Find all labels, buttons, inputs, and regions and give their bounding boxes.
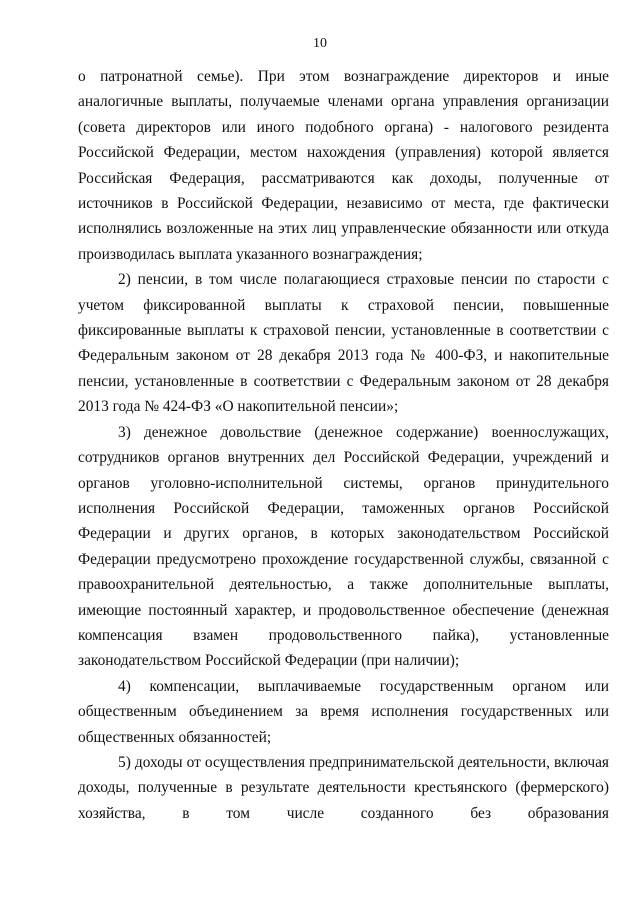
- paragraph-item-4-compensations: 4) компенсации, выплачиваемые государственным органом или общественным объединением за время исполнения государственных или общественных обязанностей;: [78, 677, 609, 746]
- paragraph-item-5-business-income: 5) доходы от осуществления предпринимательской деятельности, включая доходы, полученные в результате деятельности крестьянского (фермерского) хозяйства, в том числе созданного без образования: [78, 753, 609, 822]
- document-body: [78, 64, 609, 826]
- paragraph-item-2-pensions: 2) пенсии, в том числе полагающиеся страховые пенсии по старости с учетом фиксированной выплаты к страховой пенсии, повышенные фиксированные выплаты к страховой пенсии, установленные в соответствии с Федеральным законом от 28 декабря 2013 года № 400-ФЗ, и накопительные пенсии, установленные в соответствии с Федеральным законом от 28 декабря 2013 года № 424-ФЗ «О накопительной пенсии»;: [78, 271, 609, 416]
- paragraph-item-3-allowance: 3) денежное довольствие (денежное содержание) военнослужащих, сотрудников органов внутренних дел Российской Федерации, учреждений и органов уголовно-исполнительной системы, органов принудительного исполнения Российской Федерации, таможенных органов Российской Федерации и других органов, в которых законодательством Российской Федерации предусмотрено прохождение государственной службы, связанной с правоохранительной деятельностью, а также дополнительные выплаты, имеющие постоянный характер, и продовольственное обеспечение (денежная компенсация взамен продовольственного пайка), установленные законодательством Российской Федерации (при наличии);: [78, 423, 609, 670]
- page-number: 10: [313, 36, 327, 51]
- paragraph-continuation: о патронатной семье). При этом вознаграждение директоров и иные аналогичные выплаты, получаемые членами органа управления организации (совета директоров или иного подобного органа) - налогового резидента Российской Федерации, местом нахождения (управления) которой является Российская Федерация, рассматриваются как доходы, полученные от источников в Российской Федерации, независимо от места, где фактически исполнялись возложенные на этих лиц управленческие обязанности или откуда производилась выплата указанного вознаграждения;: [78, 68, 609, 263]
